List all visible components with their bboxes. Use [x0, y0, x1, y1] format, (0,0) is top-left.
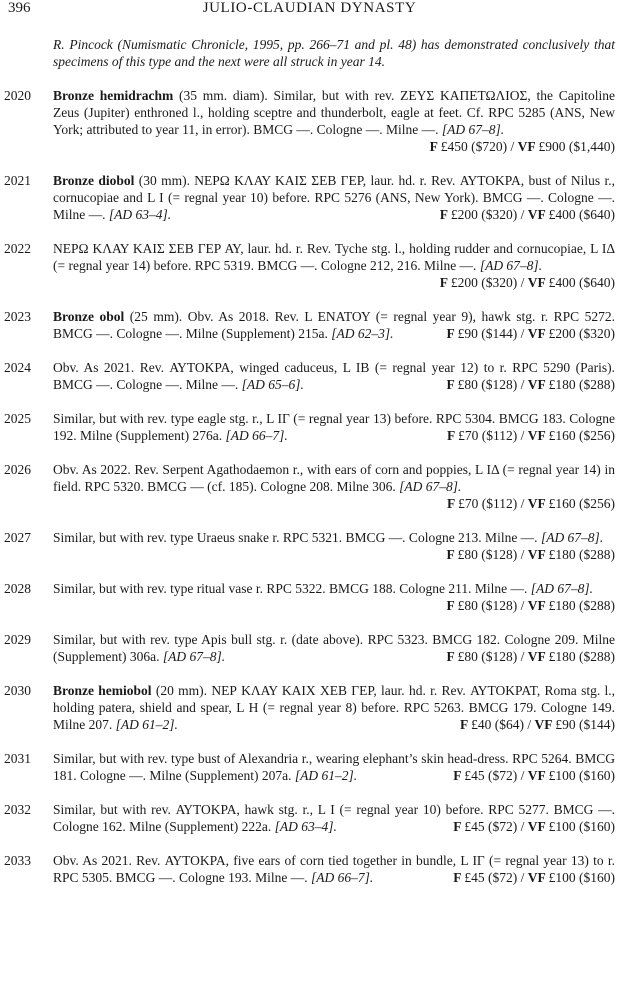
- grade-vf-label: VF: [527, 428, 549, 443]
- entry-description: (25 mm). Obv. As 2018. Rev. L ΕΝΑΤΟΥ (= regnal year 9), hawk stg. r. RPC 5272. BMCG —. Cologne —. Milne (Supplement) 215a.: [53, 309, 615, 341]
- catalogue-entry: [4, 852, 615, 886]
- price-separator: /: [517, 207, 528, 222]
- grade-f-label: F: [459, 717, 472, 732]
- price-vf: £900 ($1,440): [538, 139, 615, 154]
- price-line: [446, 546, 615, 563]
- entry-date: [AD 67–8].: [540, 530, 604, 545]
- entry-number: 2025: [4, 411, 31, 426]
- entry-date: [AD 61–2].: [115, 717, 178, 732]
- entry-description: Obv. As 2022. Rev. Serpent Agathodaemon r., with ears of corn and poppies, L IΔ (= regnal year 14) in field. RPC 5320. BMCG — (cf. 185). Cologne 208. Milne 306.: [53, 462, 615, 494]
- price-line: [447, 495, 615, 512]
- price-line: [446, 648, 615, 665]
- catalogue-entry: [4, 359, 615, 393]
- price-vf: £100 ($160): [548, 819, 615, 834]
- entry-description: Similar, but with rev. ΑΥΤΟΚΡΑ, hawk stg. r., L I (= regnal year 10) before. RPC 5277. BMCG —. Cologne 162. Milne (Supplement) 222a.: [53, 802, 615, 834]
- entry-description: ΝΕΡΩ ΚΛΑΥ ΚΑΙΣ ΣΕΒ ΓΕΡ ΑΥ, laur. hd. r. Rev. Tyche stg. l., holding rudder and cornucopiae, L IΔ (= regnal year 14) before. RPC 5319. BMCG —. Cologne 212, 216. Milne —.: [53, 241, 615, 273]
- price-vf: £180 ($288): [548, 649, 615, 664]
- denomination: Bronze hemidrachm: [53, 88, 174, 103]
- catalogue-entry: [4, 682, 615, 733]
- catalogue-entry: [4, 172, 615, 223]
- catalogue-entry: [4, 801, 615, 835]
- page-header: [4, 0, 615, 22]
- price-line: [446, 597, 615, 614]
- grade-f-label: F: [453, 768, 465, 783]
- price-f: £45 ($72): [464, 870, 518, 885]
- catalogue-entry: [4, 410, 615, 444]
- price-vf: £90 ($144): [555, 717, 615, 732]
- grade-vf-label: VF: [527, 649, 549, 664]
- price-f: £90 ($144): [457, 326, 518, 341]
- catalogue-entry: [4, 461, 615, 512]
- price-f: £200 ($320): [450, 275, 518, 290]
- price-f: £80 ($128): [457, 649, 518, 664]
- entry-number: 2022: [4, 241, 31, 256]
- entry-date: [AD 61–2].: [294, 768, 358, 783]
- grade-vf-label: VF: [527, 207, 549, 222]
- grade-f-label: F: [446, 598, 458, 613]
- price-f: £450 ($720): [440, 139, 508, 154]
- price-separator: /: [517, 377, 528, 392]
- price-separator: /: [517, 870, 528, 885]
- grade-vf-label: VF: [527, 377, 549, 392]
- price-line: [447, 427, 615, 444]
- catalogue-entry: [4, 529, 615, 563]
- grade-vf-label: VF: [527, 275, 549, 290]
- entry-number: 2028: [4, 581, 31, 596]
- entry-description: Similar, but with rev. type ritual vase r. RPC 5322. BMCG 188. Cologne 211. Milne —.: [53, 581, 531, 596]
- price-vf: £160 ($256): [548, 496, 615, 511]
- price-f: £40 ($64): [471, 717, 524, 732]
- price-f: £70 ($112): [458, 496, 518, 511]
- grade-vf-label: VF: [527, 547, 549, 562]
- grade-f-label: F: [446, 428, 459, 443]
- entry-date: [AD 67–8].: [530, 581, 593, 596]
- price-separator: /: [517, 326, 528, 341]
- catalogue-entry: [4, 87, 615, 155]
- entry-date: [AD 67–8].: [162, 649, 226, 664]
- price-line: [453, 767, 615, 784]
- entry-date: [AD 65–6].: [241, 377, 304, 392]
- denomination: Bronze obol: [53, 309, 125, 324]
- entry-number: 2020: [4, 88, 31, 103]
- entry-date: [AD 67–8].: [399, 479, 462, 494]
- price-line: [453, 869, 615, 886]
- grade-f-label: F: [446, 326, 458, 341]
- entry-date: [AD 67–8].: [479, 258, 543, 273]
- price-vf: £100 ($160): [548, 768, 615, 783]
- price-vf: £180 ($288): [548, 377, 615, 392]
- grade-f-label: F: [446, 496, 459, 511]
- price-separator: /: [517, 547, 528, 562]
- price-vf: £160 ($256): [548, 428, 615, 443]
- price-line: [453, 818, 615, 835]
- entry-number: 2031: [4, 751, 31, 766]
- entry-description: Similar, but with rev. type Uraeus snake r. RPC 5321. BMCG —. Cologne 213. Milne —.: [53, 530, 541, 545]
- running-title: JULIO-CLAUDIAN DYNASTY: [202, 0, 417, 16]
- entry-number: 2029: [4, 632, 31, 647]
- grade-vf-label: VF: [527, 598, 549, 613]
- entry-number: 2030: [4, 683, 31, 698]
- grade-f-label: F: [446, 377, 458, 392]
- price-separator: /: [523, 717, 535, 732]
- catalogue-entry: [4, 580, 615, 614]
- price-f: £70 ($112): [458, 428, 518, 443]
- entry-list: [4, 87, 615, 886]
- price-f: £45 ($72): [464, 768, 518, 783]
- entry-description: (35 mm. diam). Similar, but with rev. ΖΕΥΣ ΚΑΠΕΤΩΛΙΟΣ, the Capitoline Zeus (Jupiter) enthroned l., holding sceptre and thunderbolt, eagle at feet. Cf. RPC 5285 (ANS, New York; attributed to year 11, in error). BMCG —. Cologne —. Milne —.: [53, 88, 615, 137]
- entry-description: Similar, but with rev. type eagle stg. r., L IΓ (= regnal year 13) before. RPC 5304. BMCG 183. Cologne 192. Milne (Supplement) 276a.: [53, 411, 615, 443]
- entry-date: [AD 63–4].: [274, 819, 337, 834]
- entry-number: 2023: [4, 309, 31, 324]
- page-number: 396: [8, 0, 31, 16]
- price-separator: /: [517, 819, 528, 834]
- grade-f-label: F: [439, 207, 451, 222]
- price-vf: £400 ($640): [548, 275, 615, 290]
- entry-description: Obv. As 2021. Rev. ΑΥΤΟΚΡΑ, winged caduceus, L IB (= regnal year 12) to r. RPC 5290 (Paris). BMCG —. Cologne —. Milne —.: [53, 360, 615, 392]
- price-separator: /: [517, 768, 528, 783]
- grade-vf-label: VF: [527, 768, 549, 783]
- grade-vf-label: VF: [527, 819, 549, 834]
- grade-vf-label: VF: [534, 717, 556, 732]
- entry-number: 2024: [4, 360, 31, 375]
- entry-number: 2032: [4, 802, 31, 817]
- entry-number: 2021: [4, 173, 31, 188]
- catalogue-entry: [4, 240, 615, 291]
- price-f: £80 ($128): [457, 377, 518, 392]
- entry-date: [AD 66–7].: [311, 870, 374, 885]
- entry-date: [AD 62–3].: [331, 326, 394, 341]
- price-line: [430, 138, 615, 155]
- price-separator: /: [517, 496, 528, 511]
- price-vf: £400 ($640): [548, 207, 615, 222]
- entry-date: [AD 63–4].: [108, 207, 172, 222]
- grade-vf-label: VF: [517, 139, 539, 154]
- entry-description: Similar, but with rev. type Apis bull stg. r. (date above). RPC 5323. BMCG 182. Cologne 209. Milne (Supplement) 306a.: [53, 632, 615, 664]
- entry-date: [AD 66–7].: [225, 428, 288, 443]
- grade-vf-label: VF: [527, 496, 549, 511]
- price-f: £80 ($128): [457, 598, 518, 613]
- grade-f-label: F: [439, 275, 451, 290]
- price-separator: /: [517, 275, 528, 290]
- catalogue-entry: [4, 631, 615, 665]
- grade-f-label: F: [446, 649, 458, 664]
- price-f: £45 ($72): [464, 819, 518, 834]
- price-line: [460, 716, 615, 733]
- entry-description: (20 mm). ΝΕΡ ΚΛΑΥ ΚΑΙΧ ΧΕΒ ΓΕΡ, laur. hd. r. Rev. ΑΥΤΟΚΡΑΤ, Roma stg. l., holding patera, shield and spear, L H (= regnal year 8) before. RPC 5263. BMCG 179. Cologne 149. Milne 207.: [53, 683, 615, 732]
- grade-vf-label: VF: [527, 326, 549, 341]
- price-separator: /: [507, 139, 518, 154]
- grade-f-label: F: [429, 139, 441, 154]
- intro-note: R. Pincock (Numismatic Chronicle, 1995, pp. 266–71 and pl. 48) has demonstrated conclusively that specimens of this type and the next were all struck in year 14.: [53, 37, 615, 69]
- grade-f-label: F: [446, 547, 458, 562]
- price-vf: £100 ($160): [548, 870, 615, 885]
- price-f: £80 ($128): [457, 547, 518, 562]
- price-separator: /: [517, 428, 528, 443]
- entry-number: 2026: [4, 462, 31, 477]
- entry-number: 2027: [4, 530, 31, 545]
- entry-date: [AD 67–8].: [441, 122, 505, 137]
- entry-description: Similar, but with rev. type bust of Alexandria r., wearing elephant’s skin head-dress. RPC 5264. BMCG 181. Cologne —. Milne (Supplement) 207a.: [53, 751, 615, 783]
- price-line: [446, 376, 615, 393]
- catalogue-entry: [4, 308, 615, 342]
- price-line: [446, 325, 615, 342]
- entry-number: 2033: [4, 853, 31, 868]
- entry-description: (30 mm). ΝΕΡΩ ΚΛΑΥ ΚΑΙΣ ΣΕΒ ΓΕΡ, laur. hd. r. Rev. ΑΥΤΟΚΡΑ, bust of Nilus r., cornucopiae and L I (= regnal year 10) before. RPC 5276 (ANS, New York). BMCG —. Cologne —. Milne —.: [53, 173, 616, 222]
- catalogue-entry: [4, 750, 615, 784]
- price-f: £200 ($320): [450, 207, 518, 222]
- grade-f-label: F: [453, 870, 465, 885]
- price-separator: /: [517, 649, 528, 664]
- price-line: [440, 274, 615, 291]
- price-line: [440, 206, 615, 223]
- price-separator: /: [517, 598, 528, 613]
- price-vf: £180 ($288): [548, 598, 615, 613]
- denomination: Bronze diobol: [53, 173, 135, 188]
- price-vf: £180 ($288): [548, 547, 615, 562]
- entry-description: Obv. As 2021. Rev. ΑΥΤΟΚΡΑ, five ears of corn tied together in bundle, L IΓ (= regnal year 13) to r. RPC 5305. BMCG —. Cologne 193. Milne —.: [53, 853, 615, 885]
- grade-f-label: F: [453, 819, 465, 834]
- grade-vf-label: VF: [527, 870, 549, 885]
- price-vf: £200 ($320): [548, 326, 615, 341]
- denomination: Bronze hemiobol: [53, 683, 152, 698]
